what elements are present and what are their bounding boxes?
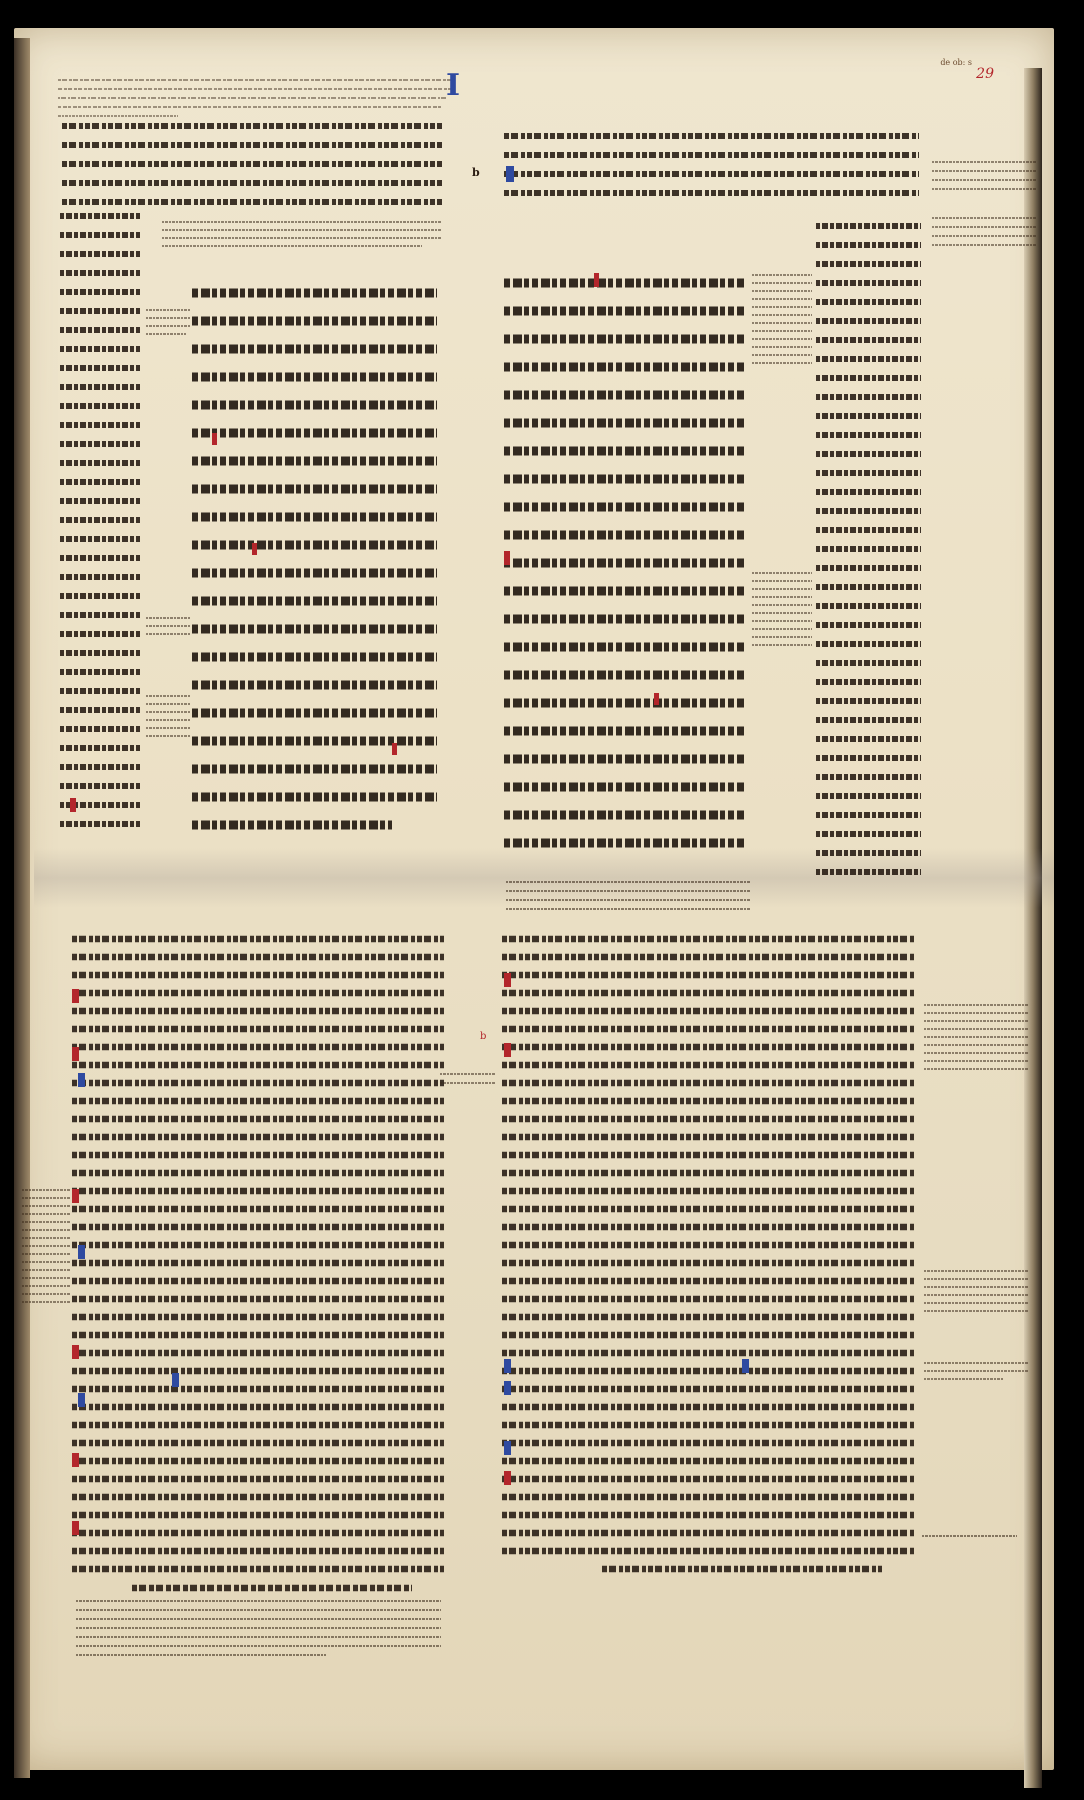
paragraph-mark-b: b: [472, 166, 480, 179]
center-main-commentary-text: [504, 273, 749, 853]
center-right-glosses: [752, 273, 814, 833]
left-interlinear-glosses: [146, 308, 191, 828]
right-margin-gloss-top: [932, 158, 1042, 258]
right-page-edge: [1024, 68, 1042, 1788]
lower-right-margin-note: [922, 1528, 1022, 1544]
left-mark-b: b: [480, 1031, 487, 1042]
center-column-top-text: [504, 128, 924, 208]
lower-left-last-line: [72, 1583, 432, 1593]
lower-left-margin-gloss: [22, 1188, 72, 1438]
left-main-commentary-text: [192, 283, 442, 853]
lower-left-column-text: [72, 933, 452, 1583]
header-gloss-scribbles: [58, 74, 458, 118]
lower-right-column-text: [502, 933, 922, 1573]
left-narrow-column-text: [60, 208, 145, 848]
right-narrow-column-text: [816, 218, 926, 878]
header-gloss: [58, 74, 458, 118]
folio-number: 29: [976, 66, 994, 82]
decorated-initial: I: [446, 68, 460, 103]
lower-right-margin-glosses: [924, 1003, 1034, 1383]
center-footnote-gloss: [506, 878, 756, 918]
top-right-note: de ob: s: [940, 58, 972, 67]
manuscript-page: [14, 28, 1054, 1770]
bottom-left-gloss: [76, 1598, 446, 1658]
gutter-note: [440, 1070, 498, 1092]
left-page-edge: [14, 38, 30, 1778]
